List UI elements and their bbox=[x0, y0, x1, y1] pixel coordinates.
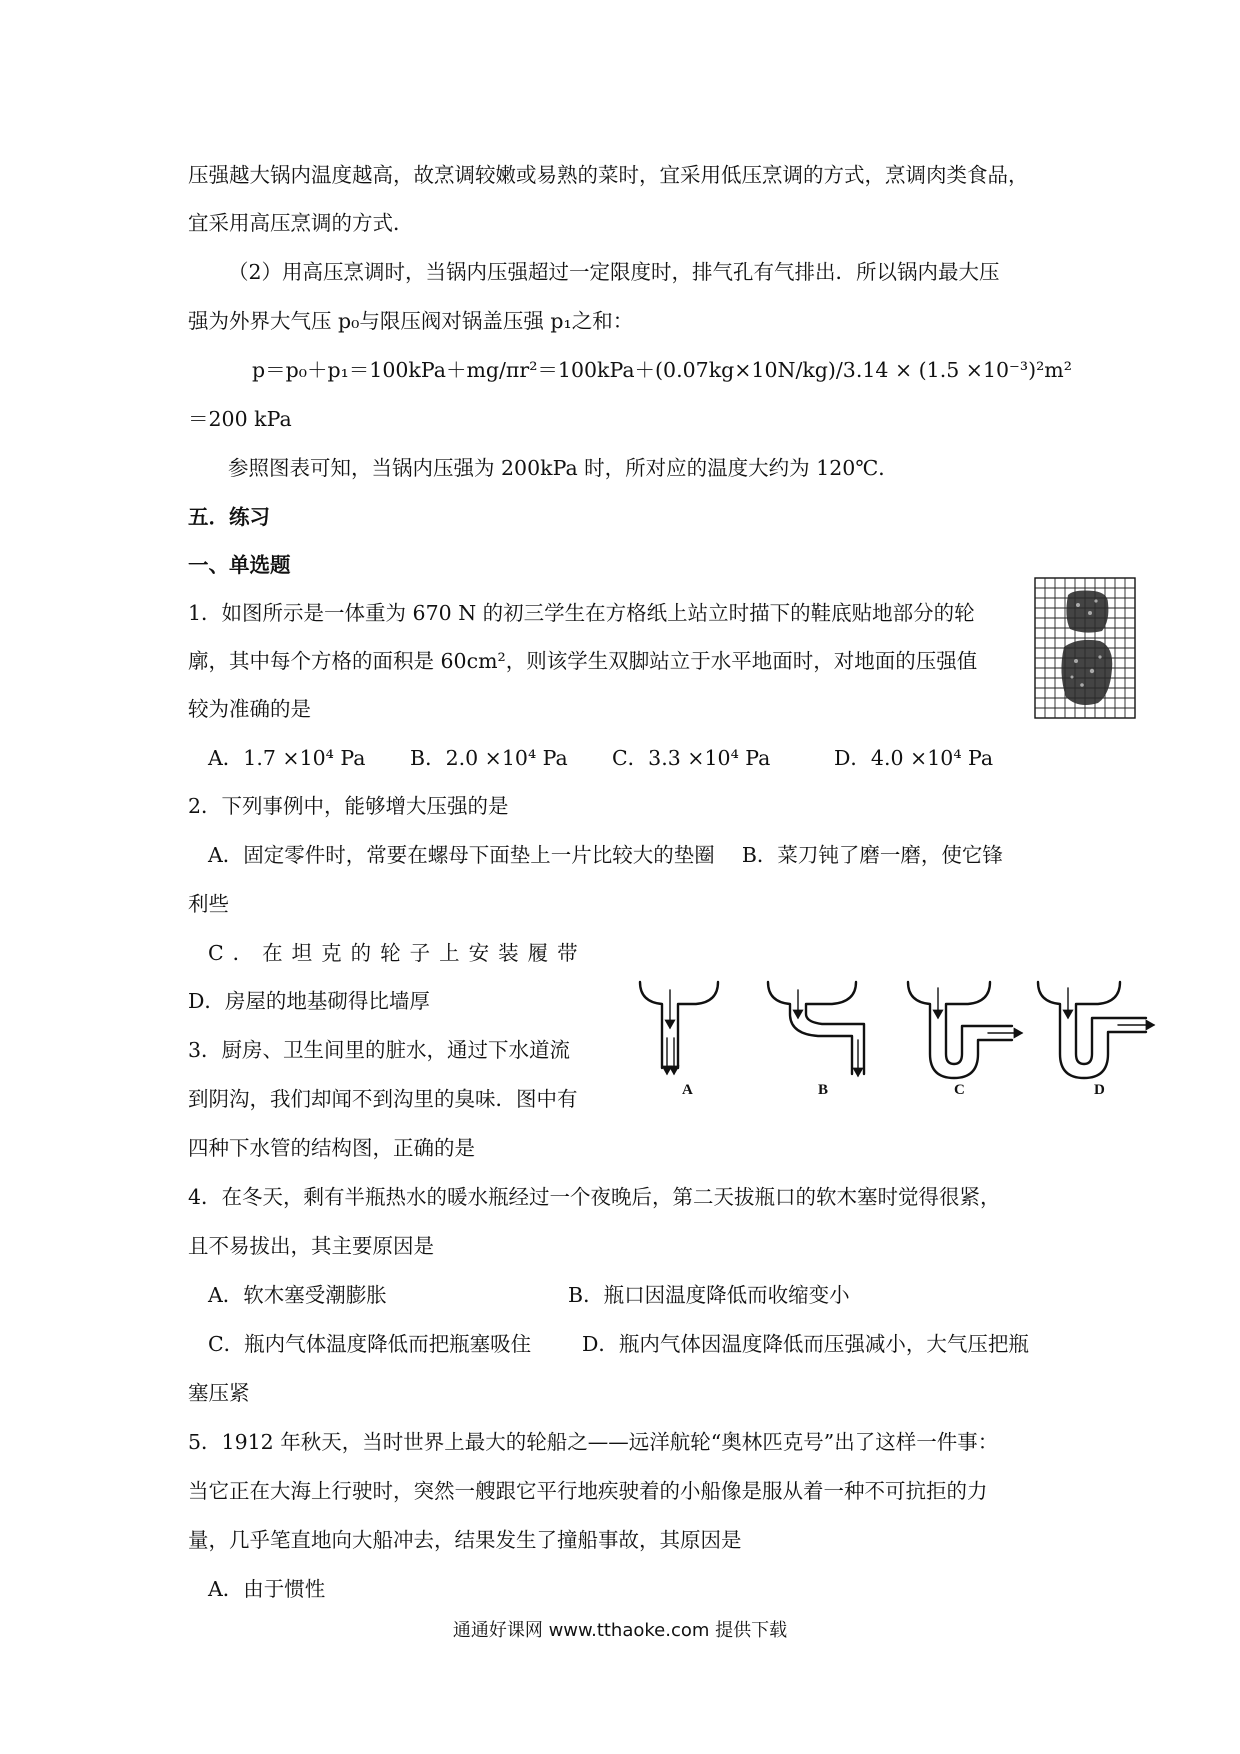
question-5-line: 量，几乎笔直地向大船冲去，结果发生了撞船事故，其原因是 bbox=[188, 1528, 742, 1552]
option-c: C．3.3 ×10⁴ Pa bbox=[612, 746, 771, 770]
option-d: D．房屋的地基砌得比墙厚 bbox=[188, 989, 430, 1013]
option-c: C．在坦克的轮子上安装履带 bbox=[208, 941, 587, 965]
page-footer: 通通好课网 www.tthaoke.com 提供下载 bbox=[452, 1620, 788, 1641]
shoe-print-grid-figure bbox=[1034, 577, 1136, 723]
text-line: 宜采用高压烹调的方式． bbox=[188, 211, 414, 235]
figure-label-d: D bbox=[1094, 1082, 1105, 1098]
text-line: 参照图表可知，当锅内压强为 200kPa 时，所对应的温度大约为 120℃． bbox=[228, 456, 899, 480]
figure-label-b: B bbox=[818, 1082, 829, 1098]
pipe-c-icon bbox=[908, 982, 1022, 1078]
question-1-line: 1．如图所示是一体重为 670 N 的初三学生在方格纸上站立时描下的鞋底贴地部分的轮 bbox=[188, 601, 975, 625]
question-1-line: 廓，其中每个方格的面积是 60cm²，则该学生双脚站立于水平地面时，对地面的压强值 bbox=[188, 649, 978, 673]
option-b: B．2.0 ×10⁴ Pa bbox=[410, 746, 568, 770]
pipe-d-icon bbox=[1038, 982, 1154, 1078]
option-b: B．瓶口因温度降低而收缩变小 bbox=[568, 1283, 850, 1307]
figure-label-a: A bbox=[682, 1082, 693, 1098]
text-line: （2）用高压烹调时，当锅内压强超过一定限度时，排气孔有气排出．所以锅内最大压 bbox=[228, 260, 1000, 284]
question-1-line: 较为准确的是 bbox=[188, 697, 311, 721]
text-line: 压强越大锅内温度越高，故烹调较嫩或易熟的菜时，宜采用低压烹调的方式，烹调肉类食品， bbox=[188, 163, 1029, 187]
option-a: A．由于惯性 bbox=[208, 1577, 326, 1601]
question-5-line: 5．1912 年秋天，当时世界上最大的轮船之——远洋航轮“奥林匹克号”出了这样一件事： bbox=[188, 1430, 999, 1454]
option-b-cont: 利些 bbox=[188, 892, 229, 916]
question-4-line: 4．在冬天，剩有半瓶热水的暖水瓶经过一个夜晚后，第二天拔瓶口的软木塞时觉得很紧， bbox=[188, 1185, 1001, 1209]
pipe-a-icon bbox=[640, 982, 718, 1074]
question-3-line: 到阴沟，我们却闻不到沟里的臭味．图中有 bbox=[188, 1087, 578, 1111]
pipe-b-icon bbox=[768, 982, 864, 1076]
question-3-line: 3．厨房、卫生间里的脏水，通过下水道流 bbox=[188, 1038, 571, 1062]
option-d: D．瓶内气体因温度降低而压强减小，大气压把瓶 bbox=[582, 1332, 1029, 1356]
question-3-line: 四种下水管的结构图，正确的是 bbox=[188, 1136, 475, 1160]
text-line: 强为外界大气压 p₀与限压阀对锅盖压强 p₁之和： bbox=[188, 309, 634, 333]
subsection-title: 一、单选题 bbox=[188, 553, 291, 577]
option-a: A．1.7 ×10⁴ Pa bbox=[208, 746, 366, 770]
question-4-line: 且不易拔出，其主要原因是 bbox=[188, 1234, 434, 1258]
section-title: 五．练习 bbox=[188, 505, 270, 529]
option-d-cont: 塞压紧 bbox=[188, 1381, 250, 1405]
question-5-line: 当它正在大海上行驶时，突然一艘跟它平行地疾驶着的小船像是服从着一种不可抗拒的力 bbox=[188, 1479, 988, 1503]
figure-label-c: C bbox=[954, 1082, 965, 1098]
formula-line: p＝p₀＋p₁＝100kPa＋mg/πr²＝100kPa＋(0.07kg×10N/kg)/3.14 × (1.5 ×10⁻³)²m² bbox=[252, 358, 1072, 382]
formula-result: ＝200 kPa bbox=[188, 407, 292, 431]
option-d: D．4.0 ×10⁴ Pa bbox=[834, 746, 994, 770]
question-2-stem: 2．下列事例中，能够增大压强的是 bbox=[188, 794, 509, 818]
option-c: C．瓶内气体温度降低而把瓶塞吸住 bbox=[208, 1332, 532, 1356]
option-ab: A．固定零件时，常要在螺母下面垫上一片比较大的垫圈 B．菜刀钝了磨一磨，使它锋 bbox=[208, 843, 1003, 867]
drain-pipes-figure bbox=[638, 978, 1158, 1100]
option-a: A．软木塞受潮膨胀 bbox=[208, 1283, 387, 1307]
